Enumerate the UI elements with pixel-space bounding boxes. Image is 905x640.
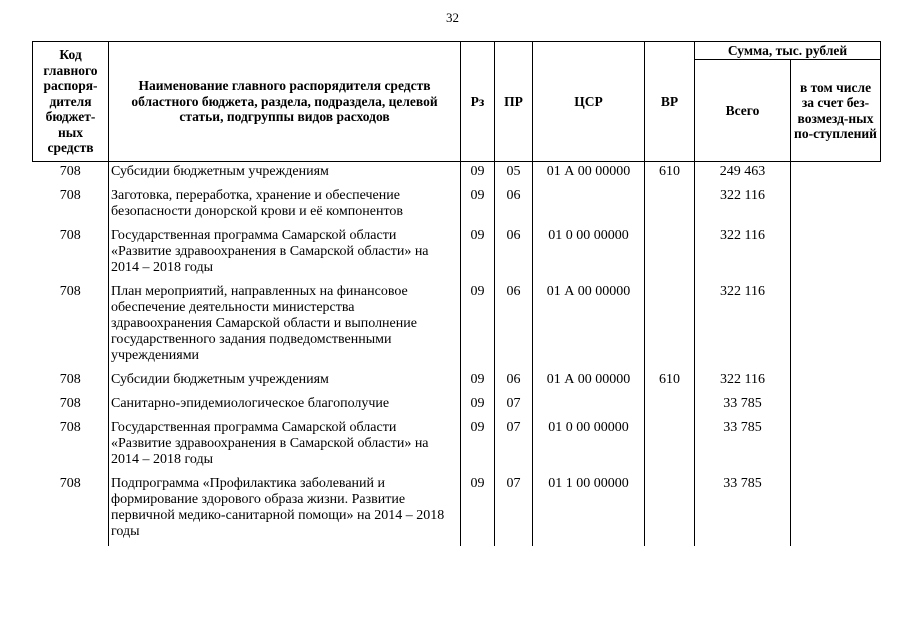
code-cell: 708: [59, 284, 81, 299]
pr-cell: 06: [495, 282, 533, 370]
code-cell: 708: [59, 228, 81, 243]
pr-cell: 07: [495, 394, 533, 418]
pr-cell: 06: [495, 370, 533, 394]
pr-cell: 06: [495, 186, 533, 226]
rz-cell: 09: [461, 394, 495, 418]
pr-cell: 05: [495, 162, 533, 187]
table-row: [33, 418, 881, 474]
table-row: [33, 394, 881, 418]
header-incl: в том числе за счет без-возмезд-ных по-ступлений: [791, 60, 881, 162]
vr-cell: [645, 226, 695, 282]
csr-cell: 01 0 00 00000: [533, 418, 645, 474]
code-cell: 708: [59, 372, 81, 387]
name-cell: План мероприятий, направленных на финансовое обеспечение деятельности министерства здравоохранения Самарской области и выполнение государственного задания подведомственными учреждениями: [109, 282, 461, 370]
header-rz: Рз: [461, 42, 495, 162]
total-cell: 322 116: [695, 186, 791, 226]
total-cell: 33 785: [695, 418, 791, 474]
name-cell: Заготовка, переработка, хранение и обеспечение безопасности донорской крови и её компонентов: [109, 186, 461, 226]
incl-cell: [791, 370, 881, 394]
table-row: [33, 474, 881, 546]
csr-cell: 01 0 00 00000: [533, 226, 645, 282]
incl-cell: [791, 474, 881, 546]
vr-cell: [645, 282, 695, 370]
incl-cell: [791, 394, 881, 418]
incl-cell: [791, 418, 881, 474]
vr-cell: [645, 186, 695, 226]
incl-cell: [791, 282, 881, 370]
header-name: Наименование главного распорядителя средств областного бюджета, раздела, подраздела, целевой статьи, подгруппы видов расходов: [109, 42, 461, 162]
rz-cell: 09: [461, 474, 495, 546]
header-sum: Сумма, тыс. рублей: [695, 42, 881, 60]
table-row: [33, 370, 881, 394]
rz-cell: 09: [461, 186, 495, 226]
name-cell: Субсидии бюджетным учреждениям: [109, 162, 461, 187]
code-cell: 708: [59, 396, 81, 411]
page-number: 32: [446, 10, 459, 25]
vr-cell: [645, 474, 695, 546]
total-cell: 249 463: [695, 162, 791, 187]
code-cell: 708: [59, 188, 81, 203]
table-row: [33, 162, 881, 187]
budget-table: [32, 41, 881, 546]
header-total: Всего: [695, 60, 791, 162]
rz-cell: 09: [461, 418, 495, 474]
vr-cell: [645, 394, 695, 418]
incl-cell: [791, 162, 881, 187]
table-row: [33, 282, 881, 370]
csr-cell: 01 А 00 00000: [533, 162, 645, 187]
incl-cell: [791, 186, 881, 226]
table-body: [33, 162, 881, 547]
header-vr: ВР: [645, 42, 695, 162]
name-cell: Субсидии бюджетным учреждениям: [109, 370, 461, 394]
pr-cell: 06: [495, 226, 533, 282]
total-cell: 322 116: [695, 370, 791, 394]
incl-cell: [791, 226, 881, 282]
header-code: Код главного распоря-дителя бюджет-ных средств: [33, 42, 109, 162]
name-cell: Санитарно-эпидемиологическое благополучие: [109, 394, 461, 418]
csr-cell: 01 1 00 00000: [533, 474, 645, 546]
code-cell: 708: [59, 164, 81, 179]
csr-cell: 01 А 00 00000: [533, 282, 645, 370]
name-cell: Подпрограмма «Профилактика заболеваний и формирование здорового образа жизни. Развитие первичной медико-санитарной помощи» на 2014 – 2018 годы: [109, 474, 461, 546]
csr-cell: [533, 186, 645, 226]
vr-cell: 610: [645, 162, 695, 187]
vr-cell: [645, 418, 695, 474]
code-cell: 708: [59, 420, 81, 435]
table-row: [33, 186, 881, 226]
code-cell: 708: [59, 476, 81, 491]
header-csr: ЦСР: [533, 42, 645, 162]
total-cell: 322 116: [695, 282, 791, 370]
rz-cell: 09: [461, 282, 495, 370]
vr-cell: 610: [645, 370, 695, 394]
total-cell: 33 785: [695, 394, 791, 418]
name-cell: Государственная программа Самарской области «Развитие здравоохранения в Самарской области» на 2014 – 2018 годы: [109, 418, 461, 474]
csr-cell: 01 А 00 00000: [533, 370, 645, 394]
rz-cell: 09: [461, 162, 495, 187]
name-cell: Государственная программа Самарской области «Развитие здравоохранения в Самарской области» на 2014 – 2018 годы: [109, 226, 461, 282]
rz-cell: 09: [461, 226, 495, 282]
rz-cell: 09: [461, 370, 495, 394]
total-cell: 33 785: [695, 474, 791, 546]
header-pr: ПР: [495, 42, 533, 162]
pr-cell: 07: [495, 474, 533, 546]
table-row: [33, 226, 881, 282]
total-cell: 322 116: [695, 226, 791, 282]
csr-cell: [533, 394, 645, 418]
pr-cell: 07: [495, 418, 533, 474]
